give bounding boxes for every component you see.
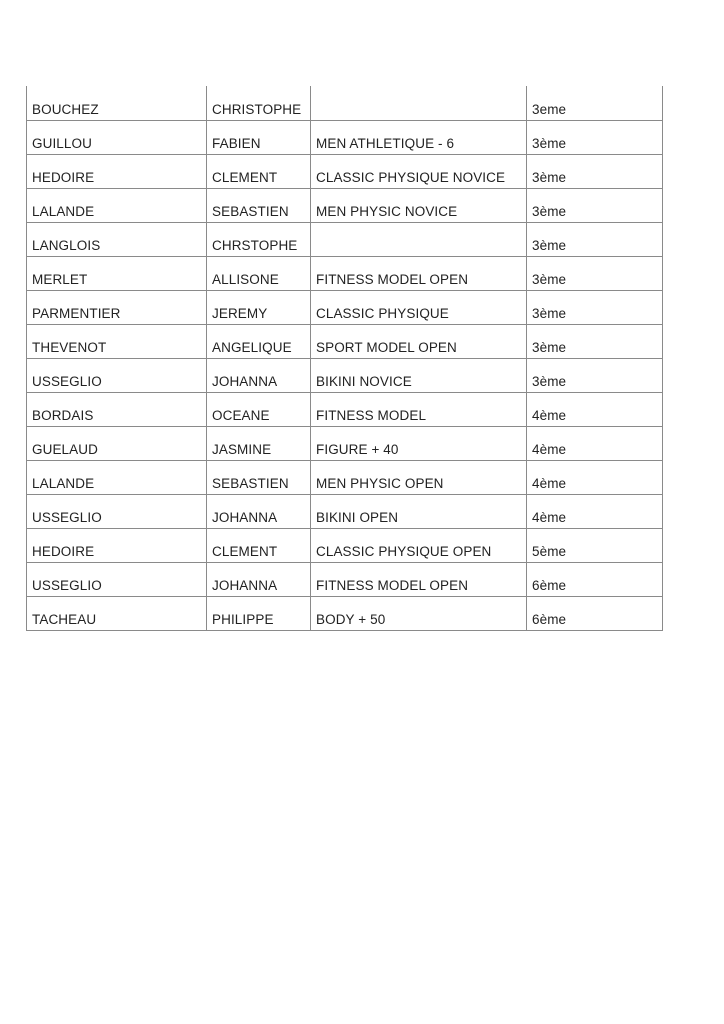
table-row: [27, 120, 663, 154]
rank-cell: 3ème: [527, 290, 663, 324]
rank-cell: 4ème: [527, 392, 663, 426]
category-cell: FITNESS MODEL OPEN: [311, 256, 527, 290]
table-row: [27, 290, 663, 324]
first-name-cell: SEBASTIEN: [207, 188, 311, 222]
first-name-cell: CLEMENT: [207, 528, 311, 562]
category-cell: CLASSIC PHYSIQUE: [311, 290, 527, 324]
first-name-cell: ALLISONE: [207, 256, 311, 290]
rank-cell: 3eme: [527, 86, 663, 120]
results-table: [26, 86, 663, 631]
first-name-cell: JEREMY: [207, 290, 311, 324]
first-name-cell: JASMINE: [207, 426, 311, 460]
last-name-cell: BOUCHEZ: [27, 86, 207, 120]
last-name-cell: TACHEAU: [27, 596, 207, 630]
last-name-cell: USSEGLIO: [27, 562, 207, 596]
table-row: [27, 562, 663, 596]
first-name-cell: CHRISTOPHE: [207, 86, 311, 120]
category-cell: [311, 222, 527, 256]
last-name-cell: USSEGLIO: [27, 494, 207, 528]
table-row: [27, 460, 663, 494]
rank-cell: 3ème: [527, 358, 663, 392]
rank-cell: 3ème: [527, 120, 663, 154]
rank-cell: 3ème: [527, 188, 663, 222]
table-row: [27, 86, 663, 120]
rank-cell: 6ème: [527, 596, 663, 630]
rank-cell: 3ème: [527, 256, 663, 290]
rank-cell: 4ème: [527, 494, 663, 528]
category-cell: FITNESS MODEL OPEN: [311, 562, 527, 596]
category-cell: [311, 86, 527, 120]
category-cell: BODY + 50: [311, 596, 527, 630]
table-row: [27, 154, 663, 188]
category-cell: SPORT MODEL OPEN: [311, 324, 527, 358]
first-name-cell: JOHANNA: [207, 494, 311, 528]
rank-cell: 3ème: [527, 154, 663, 188]
last-name-cell: THEVENOT: [27, 324, 207, 358]
category-cell: MEN PHYSIC NOVICE: [311, 188, 527, 222]
rank-cell: 6ème: [527, 562, 663, 596]
first-name-cell: ANGELIQUE: [207, 324, 311, 358]
category-cell: BIKINI OPEN: [311, 494, 527, 528]
table-row: [27, 324, 663, 358]
last-name-cell: GUILLOU: [27, 120, 207, 154]
first-name-cell: PHILIPPE: [207, 596, 311, 630]
rank-cell: 3ème: [527, 222, 663, 256]
results-table-body: [27, 86, 663, 630]
category-cell: MEN PHYSIC OPEN: [311, 460, 527, 494]
rank-cell: 4ème: [527, 460, 663, 494]
table-row: [27, 528, 663, 562]
last-name-cell: HEDOIRE: [27, 154, 207, 188]
last-name-cell: LALANDE: [27, 188, 207, 222]
table-row: [27, 426, 663, 460]
table-row: [27, 392, 663, 426]
category-cell: FITNESS MODEL: [311, 392, 527, 426]
first-name-cell: FABIEN: [207, 120, 311, 154]
table-row: [27, 494, 663, 528]
table-row: [27, 256, 663, 290]
category-cell: FIGURE + 40: [311, 426, 527, 460]
rank-cell: 3ème: [527, 324, 663, 358]
last-name-cell: LALANDE: [27, 460, 207, 494]
table-row: [27, 596, 663, 630]
first-name-cell: CLEMENT: [207, 154, 311, 188]
last-name-cell: BORDAIS: [27, 392, 207, 426]
category-cell: CLASSIC PHYSIQUE NOVICE: [311, 154, 527, 188]
category-cell: BIKINI NOVICE: [311, 358, 527, 392]
last-name-cell: GUELAUD: [27, 426, 207, 460]
first-name-cell: CHRSTOPHE: [207, 222, 311, 256]
category-cell: CLASSIC PHYSIQUE OPEN: [311, 528, 527, 562]
first-name-cell: JOHANNA: [207, 358, 311, 392]
last-name-cell: HEDOIRE: [27, 528, 207, 562]
last-name-cell: PARMENTIER: [27, 290, 207, 324]
rank-cell: 5ème: [527, 528, 663, 562]
last-name-cell: LANGLOIS: [27, 222, 207, 256]
rank-cell: 4ème: [527, 426, 663, 460]
last-name-cell: USSEGLIO: [27, 358, 207, 392]
first-name-cell: SEBASTIEN: [207, 460, 311, 494]
table-row: [27, 358, 663, 392]
first-name-cell: OCEANE: [207, 392, 311, 426]
table-row: [27, 222, 663, 256]
category-cell: MEN ATHLETIQUE - 6: [311, 120, 527, 154]
last-name-cell: MERLET: [27, 256, 207, 290]
table-row: [27, 188, 663, 222]
first-name-cell: JOHANNA: [207, 562, 311, 596]
